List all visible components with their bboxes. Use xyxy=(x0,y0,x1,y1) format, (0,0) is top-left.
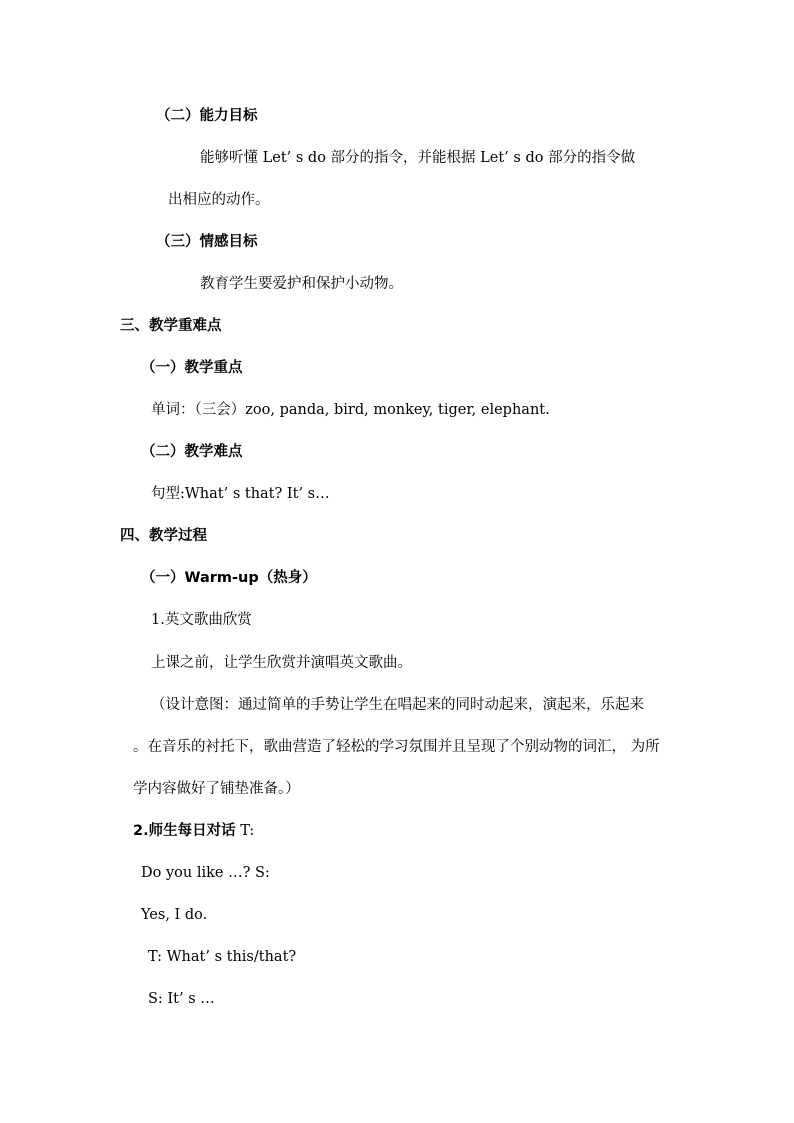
key-points-text: 单词：（三会）zoo, panda, bird, monkey, tiger, elephant. xyxy=(151,402,550,418)
dialogue-line-3: T: What’ s this/that? xyxy=(148,949,297,965)
song-title: 1.英文歌曲欣赏 xyxy=(151,612,252,628)
difficult-points-text: 句型:What’ s that? It’ s… xyxy=(151,486,330,502)
dialogue-line-4: S: It’ s … xyxy=(148,991,215,1007)
daily-dialogue-t-label: T: xyxy=(235,823,255,839)
dialogue-line-1: Do you like …? S: xyxy=(141,865,270,881)
song-text: 上课之前，让学生欣赏并演唱英文歌曲。 xyxy=(151,655,412,671)
emotion-goal-text: 教育学生要爱护和保护小动物。 xyxy=(200,276,403,292)
ability-goal-heading: （二）能力目标 xyxy=(156,108,258,124)
ability-goal-text-line-1: 能够听懂 Let’ s do 部分的指令，并能根据 Let’ s do 部分的指令做 xyxy=(200,150,636,166)
section-3-heading: 三、教学重难点 xyxy=(120,318,222,334)
daily-dialogue-line xyxy=(133,821,254,841)
dialogue-line-2: Yes, I do. xyxy=(141,907,208,923)
design-intent-line-1: （设计意图：通过简单的手势让学生在唱起来的同时动起来，演起来，乐起来 xyxy=(151,697,644,713)
design-intent-line-2: 。在音乐的衬托下，歌曲营造了轻松的学习氛围并且呈现了个别动物的词汇， 为所 xyxy=(133,739,660,755)
warmup-heading: （一）Warm-up（热身） xyxy=(141,570,317,586)
emotion-goal-heading: （三）情感目标 xyxy=(156,234,258,250)
section-4-heading: 四、教学过程 xyxy=(120,528,207,544)
key-points-heading: （一）教学重点 xyxy=(141,360,243,376)
daily-dialogue-heading: 2.师生每日对话 xyxy=(133,823,236,839)
design-intent-line-3: 学内容做好了铺垫准备。） xyxy=(133,781,300,797)
difficult-points-heading: （二）教学难点 xyxy=(141,444,243,460)
ability-goal-text-line-2: 出相应的动作。 xyxy=(168,192,270,208)
